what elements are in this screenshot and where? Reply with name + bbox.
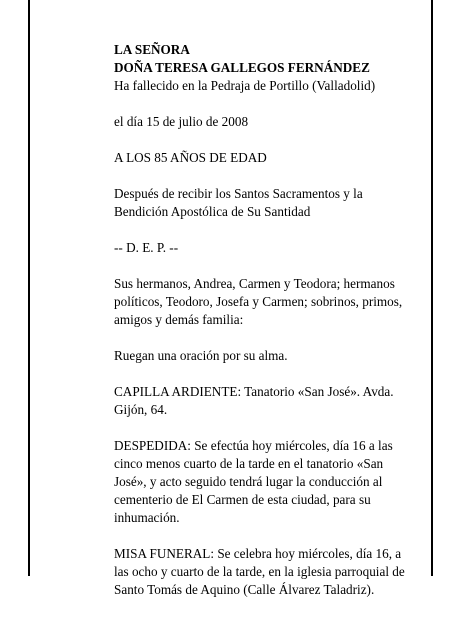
death-date: el día 15 de julio de 2008 <box>114 114 249 129</box>
chapel-text: CAPILLA ARDIENTE: Tanatorio «San José». Avda. Gijón, 64. <box>114 384 394 417</box>
death-place: Ha fallecido en la Pedraja de Portillo (Valladolid) <box>114 78 376 93</box>
prayer-text: Ruegan una oración por su alma. <box>114 348 288 363</box>
family-text: Sus hermanos, Andrea, Carmen y Teodora; hermanos políticos, Teodoro, Josefa y Carmen; sobrinos, primos, amigos y demás familia: <box>114 276 403 327</box>
sacraments-text: Después de recibir los Santos Sacramentos y la Bendición Apostólica de Su Santidad <box>114 186 363 219</box>
obituary-notice <box>114 41 419 617</box>
farewell-text: DESPEDIDA: Se efectúa hoy miércoles, día 16 a las cinco menos cuarto de la tarde en el tanatorio «San José», y acto seguido tendrá lugar la conducción al cementerio de El Carmen de esta ciudad, para su inhumación. <box>114 438 393 525</box>
deceased-name: DOÑA TERESA GALLEGOS FERNÁNDEZ <box>114 60 370 75</box>
age-line: A LOS 85 AÑOS DE EDAD <box>114 150 267 165</box>
title-line-1: LA SEÑORA <box>114 42 190 57</box>
funeral-mass-text: MISA FUNERAL: Se celebra hoy miércoles, día 16, a las ocho y cuarto de la tarde, en la iglesia parroquial de Santo Tomás de Aquino (Calle Álvarez Taladriz). <box>114 546 405 597</box>
rip-line: -- D. E. P. -- <box>114 240 179 255</box>
